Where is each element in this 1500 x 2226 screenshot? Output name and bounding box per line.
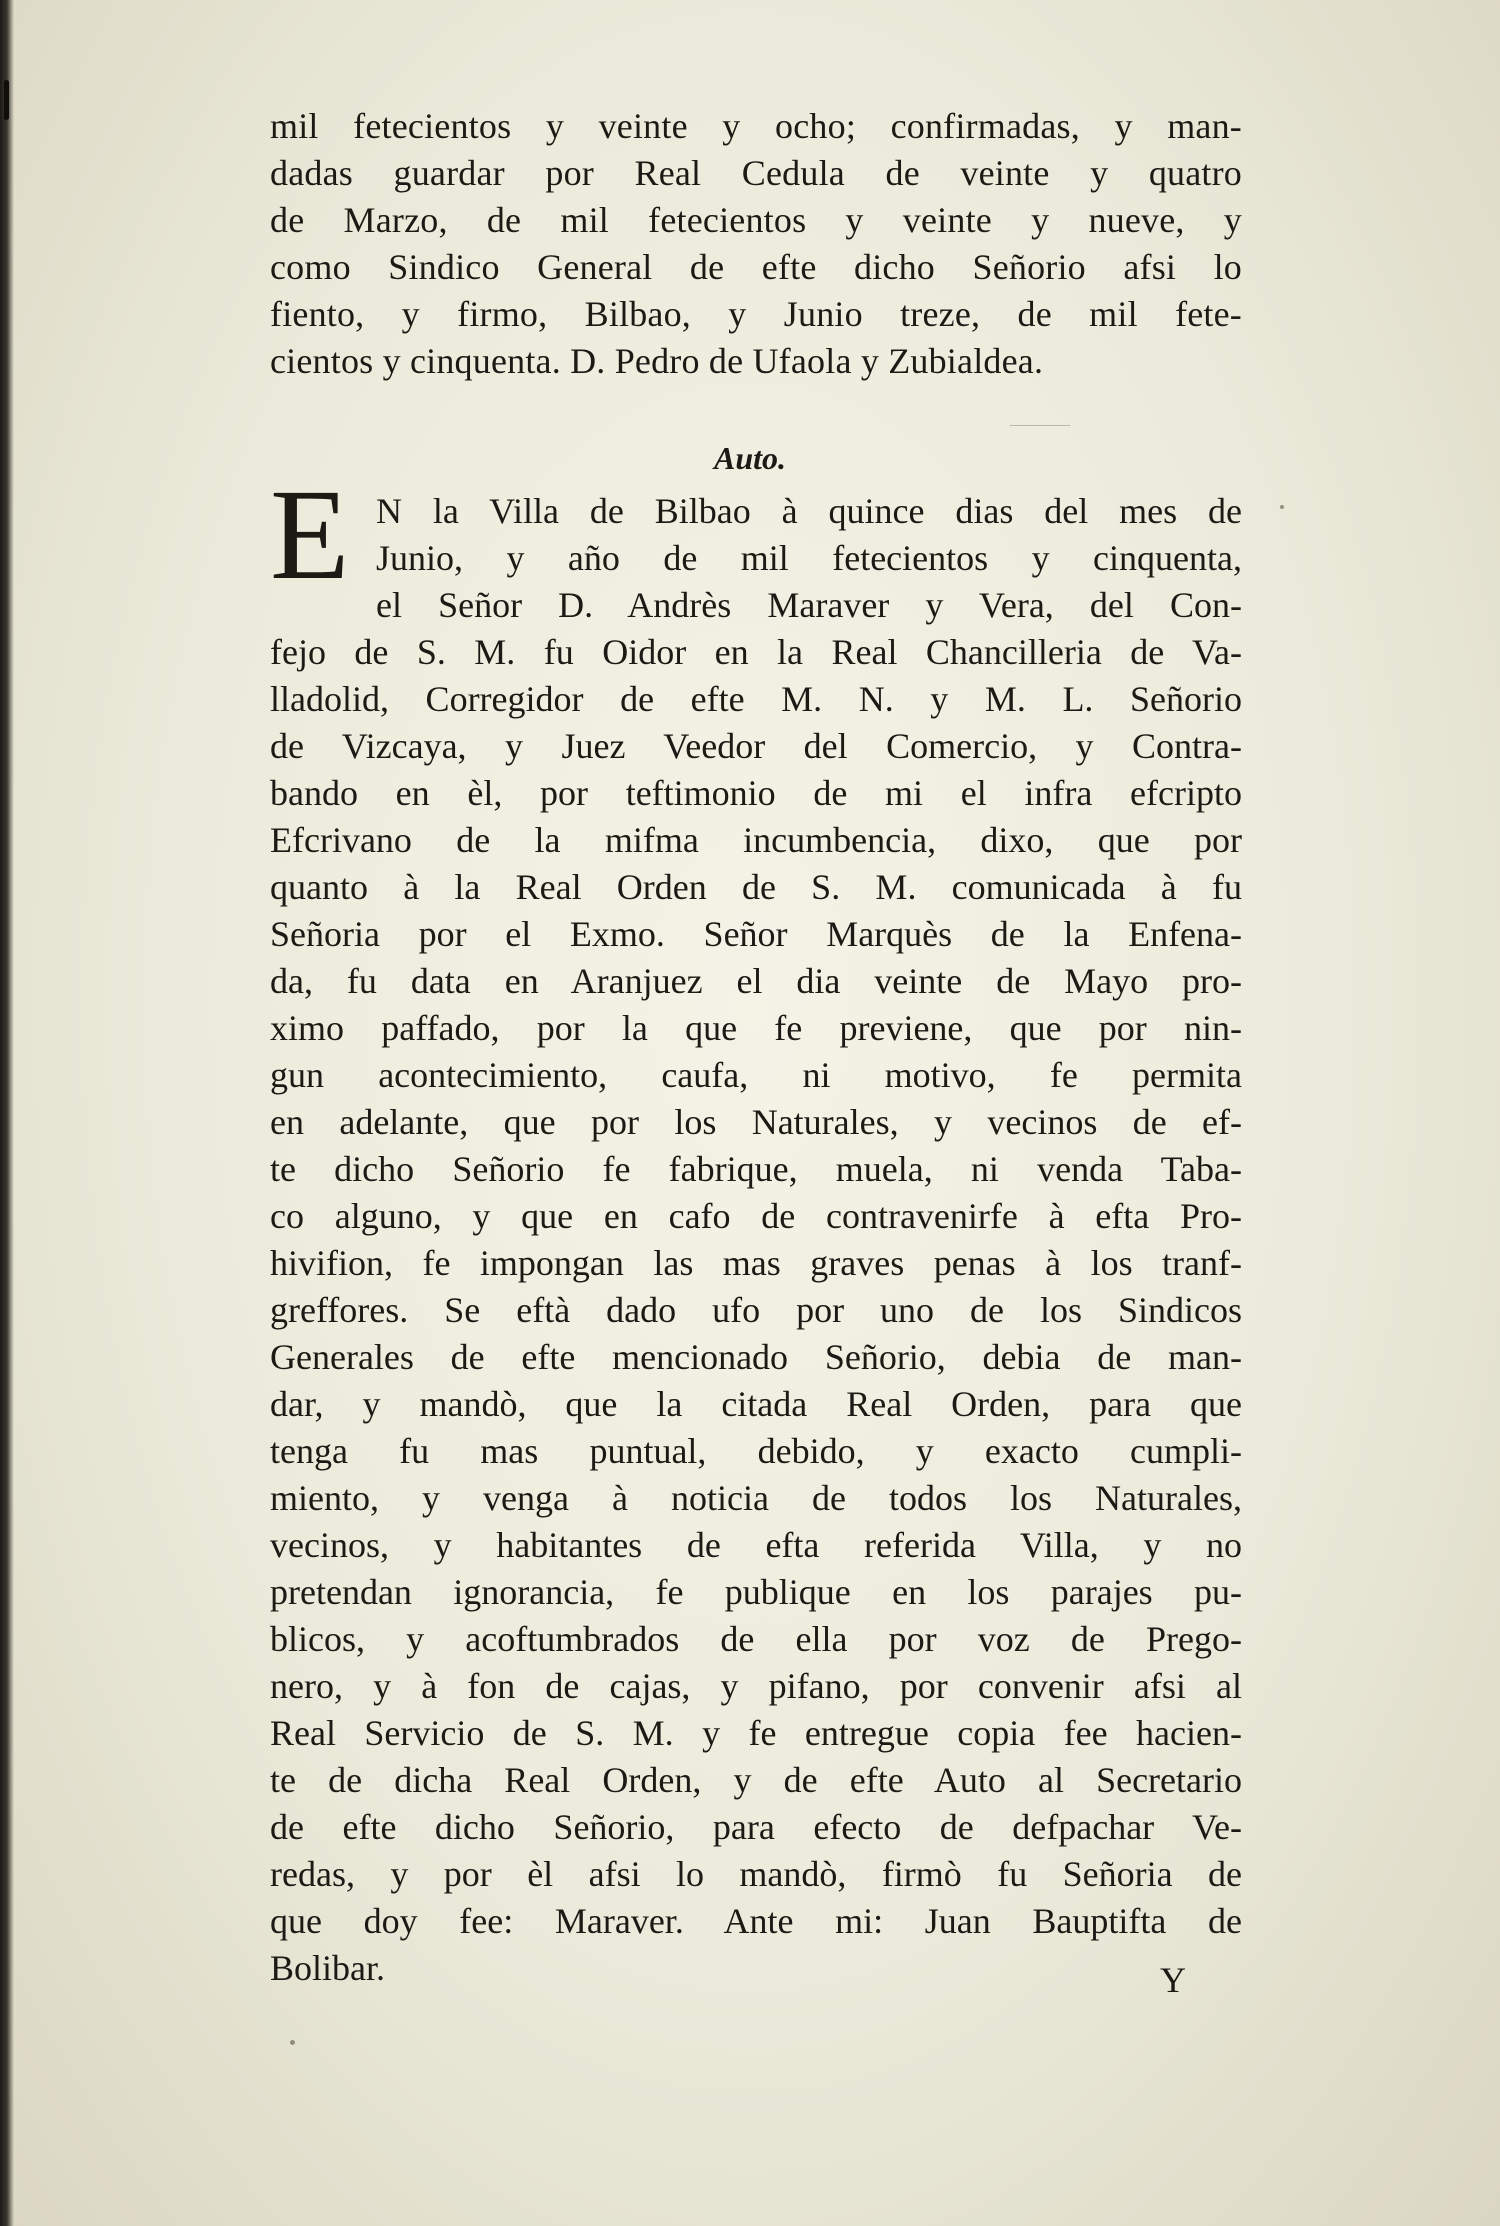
text-line: mil fetecientos y veinte y ocho; confirmadas, y man- (270, 106, 1242, 146)
auto-opening-lines (376, 488, 1242, 629)
text-line: de Marzo, de mil fetecientos y veinte y nueve, y (270, 200, 1242, 240)
top-paragraph (270, 103, 1242, 385)
text-line: como Sindico General de efte dicho Señorio afsi lo (270, 247, 1242, 287)
text-line: co alguno, y que en cafo de contravenirfe à efta Pro- (270, 1196, 1242, 1236)
auto-body-paragraph (270, 629, 1242, 1992)
text-line: greffores. Se eftà dado ufo por uno de los Sindicos (270, 1290, 1242, 1330)
catchword: Y (1160, 1960, 1186, 2000)
ink-speck (290, 2040, 295, 2045)
text-line: cientos y cinquenta. D. Pedro de Ufaola y Zubialdea. (270, 341, 1044, 381)
ink-speck (1280, 505, 1284, 509)
text-line: Real Servicio de S. M. y fe entregue copia fee hacien- (270, 1713, 1242, 1753)
text-line: dar, y mandò, que la citada Real Orden, para que (270, 1384, 1242, 1424)
text-line: hivifion, fe impongan las mas graves penas à los tranf- (270, 1243, 1242, 1283)
text-line: pretendan ignorancia, fe publique en los parajes pu- (270, 1572, 1242, 1612)
text-line: Generales de efte mencionado Señorio, debia de man- (270, 1337, 1242, 1377)
binding-edge (0, 0, 14, 2226)
text-line: nero, y à fon de cajas, y pifano, por convenir afsi al (270, 1666, 1242, 1706)
text-line: Junio, y año de mil fetecientos y cinquenta, (376, 538, 1242, 578)
text-line: quanto à la Real Orden de S. M. comunicada à fu (270, 867, 1242, 907)
text-line: fiento, y firmo, Bilbao, y Junio treze, de mil fete- (270, 294, 1242, 334)
text-line: dadas guardar por Real Cedula de veinte y quatro (270, 153, 1242, 193)
text-line: te dicho Señorio fe fabrique, muela, ni venda Taba- (270, 1149, 1242, 1189)
text-line: Señoria por el Exmo. Señor Marquès de la Enfena- (270, 914, 1242, 954)
text-line: Efcrivano de la mifma incumbencia, dixo, que por (270, 820, 1242, 860)
text-line: de efte dicho Señorio, para efecto de defpachar Ve- (270, 1807, 1242, 1847)
text-line: da, fu data en Aranjuez el dia veinte de Mayo pro- (270, 961, 1242, 1001)
page-mark (1010, 425, 1070, 426)
text-line: N la Villa de Bilbao à quince dias del mes de (376, 491, 1242, 531)
text-line: redas, y por èl afsi lo mandò, firmò fu Señoria de (270, 1854, 1242, 1894)
section-heading: Auto. (713, 440, 787, 476)
binding-mark (4, 80, 9, 120)
drop-cap: E (270, 463, 350, 607)
text-line: de Vizcaya, y Juez Veedor del Comercio, y Contra- (270, 726, 1242, 766)
text-line: te de dicha Real Orden, y de efte Auto al Secretario (270, 1760, 1242, 1800)
text-line: gun acontecimiento, caufa, ni motivo, fe permita (270, 1055, 1242, 1095)
text-line: el Señor D. Andrès Maraver y Vera, del Con- (376, 585, 1242, 625)
text-line: lladolid, Corregidor de efte M. N. y M. L. Señorio (270, 679, 1242, 719)
text-line: ximo paffado, por la que fe previene, que por nin- (270, 1008, 1242, 1048)
text-line: fejo de S. M. fu Oidor en la Real Chancilleria de Va- (270, 632, 1242, 672)
text-line: blicos, y acoftumbrados de ella por voz de Prego- (270, 1619, 1242, 1659)
text-line: bando en èl, por teftimonio de mi el infra efcripto (270, 773, 1242, 813)
text-line: miento, y venga à noticia de todos los Naturales, (270, 1478, 1242, 1518)
text-line: vecinos, y habitantes de efta referida Villa, y no (270, 1525, 1242, 1565)
text-line: tenga fu mas puntual, debido, y exacto cumpli- (270, 1431, 1242, 1471)
text-line: que doy fee: Maraver. Ante mi: Juan Bauptifta de (270, 1901, 1242, 1941)
text-line: Bolibar. (270, 1948, 385, 1988)
text-line: en adelante, que por los Naturales, y vecinos de ef- (270, 1102, 1242, 1142)
